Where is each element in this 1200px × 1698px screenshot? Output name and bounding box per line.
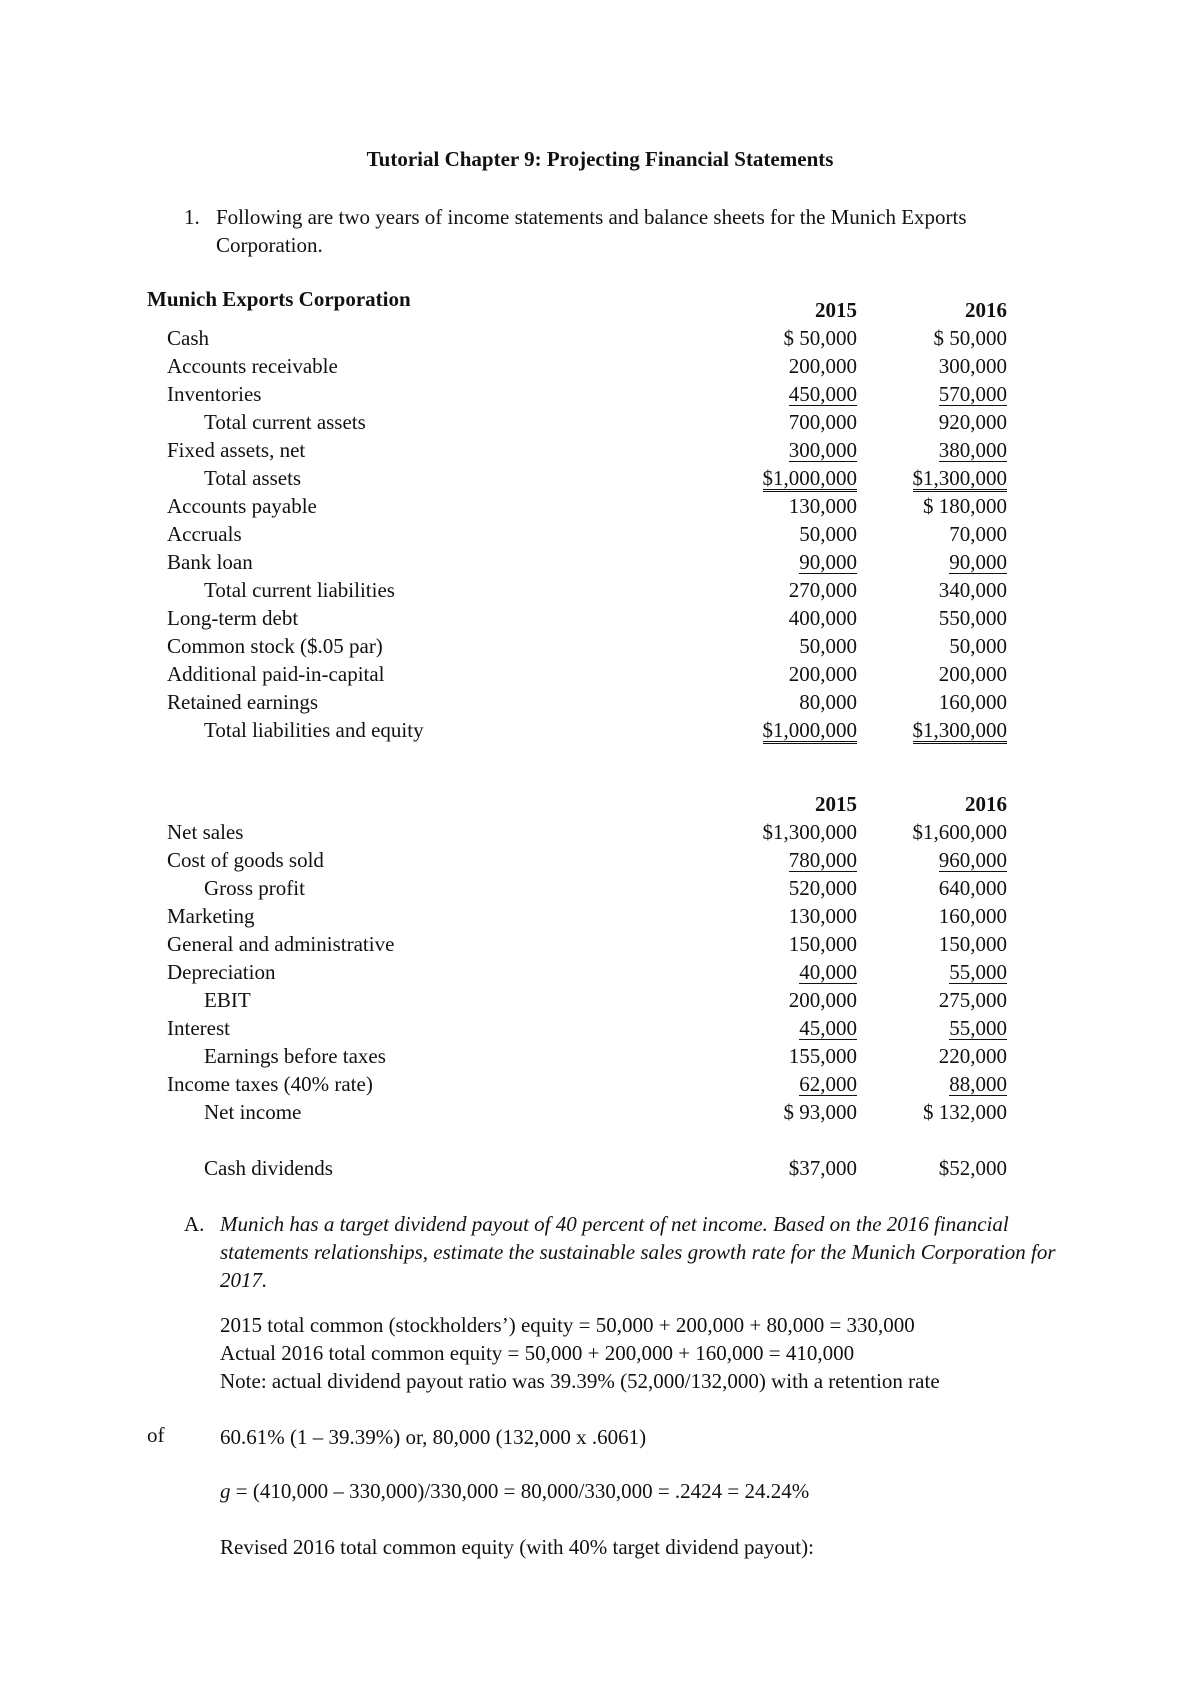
value-2016: 300,000 <box>938 354 1007 378</box>
row-label: Depreciation <box>167 960 276 984</box>
table-row <box>167 902 1007 930</box>
table-row <box>167 408 1007 436</box>
table-row <box>167 604 1007 632</box>
row-label: Total assets <box>204 466 302 490</box>
question-number: 1. <box>184 205 200 229</box>
value-2015: $ 50,000 <box>783 326 857 350</box>
table-row <box>167 380 1007 408</box>
header-2016: 2016 <box>965 298 1007 322</box>
growth-variable: g <box>220 1479 231 1503</box>
value-2015: 45,000 <box>799 1016 857 1040</box>
table-row <box>167 716 1007 744</box>
row-label: Inventories <box>167 382 262 406</box>
value-2015: 200,000 <box>788 662 857 686</box>
part-a-letter: A. <box>184 1212 205 1236</box>
table-row <box>167 1070 1007 1098</box>
answer-line-4: 60.61% (1 – 39.39%) or, 80,000 (132,000 x .6061) <box>220 1425 647 1449</box>
value-2015: 200,000 <box>788 988 857 1012</box>
value-2016: 550,000 <box>938 606 1007 630</box>
value-2016: 150,000 <box>938 932 1007 956</box>
value-2016: 340,000 <box>938 578 1007 602</box>
company-name: Munich Exports Corporation <box>147 287 411 311</box>
table-row <box>167 846 1007 874</box>
value-2015: 150,000 <box>788 932 857 956</box>
value-2015: 450,000 <box>788 382 857 406</box>
answer-line-6: Revised 2016 total common equity (with 40% target dividend payout): <box>220 1535 814 1559</box>
value-2015: 270,000 <box>788 578 857 602</box>
answer-line-3: Note: actual dividend payout ratio was 39.39% (52,000/132,000) with a retention rate <box>220 1369 940 1393</box>
row-label: Income taxes (40% rate) <box>167 1072 373 1096</box>
table-row <box>167 632 1007 660</box>
row-label: Marketing <box>167 904 255 928</box>
table-row <box>167 1154 1007 1182</box>
value-2015: 40,000 <box>799 960 857 984</box>
table-row <box>167 548 1007 576</box>
table-row <box>167 324 1007 352</box>
answer-line-2: Actual 2016 total common equity = 50,000 + 200,000 + 160,000 = 410,000 <box>220 1341 855 1365</box>
row-label: Cash dividends <box>204 1156 333 1180</box>
value-2016: 220,000 <box>938 1044 1007 1068</box>
table-row <box>167 352 1007 380</box>
value-2016: 275,000 <box>938 988 1007 1012</box>
row-label: Accounts payable <box>167 494 317 518</box>
table-row <box>167 930 1007 958</box>
value-2016: 88,000 <box>949 1072 1007 1096</box>
value-2016: $1,300,000 <box>912 466 1007 490</box>
income-statement-header <box>167 790 1007 818</box>
row-label: Net income <box>204 1100 302 1124</box>
row-label: Cost of goods sold <box>167 848 324 872</box>
table-row <box>167 688 1007 716</box>
row-label: Gross profit <box>204 876 305 900</box>
part-a-text: Munich has a target dividend payout of 40 percent of net income. Based on the 2016 financial statements relationships, estimate the sustainable sales growth rate for the Munich Corporation for 2017. <box>220 1212 1056 1292</box>
value-2015: 80,000 <box>799 690 857 714</box>
value-2015: $1,300,000 <box>762 820 857 844</box>
value-2016: $1,300,000 <box>912 718 1007 742</box>
value-2016: 570,000 <box>938 382 1007 406</box>
header-2015: 2015 <box>815 298 857 322</box>
row-label: Common stock ($.05 par) <box>167 634 383 658</box>
value-2016: 160,000 <box>938 904 1007 928</box>
row-label: General and administrative <box>167 932 395 956</box>
value-2015: 780,000 <box>788 848 857 872</box>
value-2015: 520,000 <box>788 876 857 900</box>
value-2016: 55,000 <box>949 960 1007 984</box>
value-2015: 90,000 <box>799 550 857 574</box>
value-2016: $ 180,000 <box>923 494 1007 518</box>
row-label: Retained earnings <box>167 690 319 714</box>
table-row <box>167 576 1007 604</box>
value-2015: 62,000 <box>799 1072 857 1096</box>
value-2016: 920,000 <box>938 410 1007 434</box>
value-2016: 640,000 <box>938 876 1007 900</box>
value-2016: 380,000 <box>938 438 1007 462</box>
answer-line-1: 2015 total common (stockholders’) equity = 50,000 + 200,000 + 80,000 = 330,000 <box>220 1313 915 1337</box>
value-2016: 960,000 <box>938 848 1007 872</box>
income-statement-table <box>167 790 1007 1182</box>
header-2016: 2016 <box>965 792 1007 816</box>
value-2015: 200,000 <box>788 354 857 378</box>
value-2015: 700,000 <box>788 410 857 434</box>
value-2015: $ 93,000 <box>783 1100 857 1124</box>
value-2015: $37,000 <box>788 1156 857 1180</box>
row-label: Total current liabilities <box>204 578 395 602</box>
table-row <box>167 874 1007 902</box>
page-title: Tutorial Chapter 9: Projecting Financial Statements <box>366 147 834 171</box>
value-2015: $1,000,000 <box>762 718 857 742</box>
row-label: Earnings before taxes <box>204 1044 386 1068</box>
row-label: Accounts receivable <box>167 354 338 378</box>
value-2015: 300,000 <box>788 438 857 462</box>
question-text: Following are two years of income statements and balance sheets for the Munich Exports Corporation. <box>216 205 967 257</box>
value-2015: 50,000 <box>799 522 857 546</box>
row-label: Interest <box>167 1016 230 1040</box>
value-2016: $ 50,000 <box>933 326 1007 350</box>
growth-formula <box>220 1477 1100 1505</box>
value-2015: 50,000 <box>799 634 857 658</box>
value-2015: 400,000 <box>788 606 857 630</box>
row-label: Fixed assets, net <box>167 438 306 462</box>
value-2016: $ 132,000 <box>923 1100 1007 1124</box>
table-row <box>167 520 1007 548</box>
balance-sheet-table <box>167 296 1007 744</box>
table-row <box>167 986 1007 1014</box>
value-2015: 130,000 <box>788 904 857 928</box>
row-label: Total liabilities and equity <box>204 718 424 742</box>
row-label: Accruals <box>167 522 242 546</box>
answer-line-4-prefix: of <box>147 1423 165 1447</box>
value-2016: 200,000 <box>938 662 1007 686</box>
part-a-question <box>184 1210 1064 1294</box>
value-2016: 160,000 <box>938 690 1007 714</box>
value-2016: $52,000 <box>938 1156 1007 1180</box>
table-row <box>167 492 1007 520</box>
row-label: Total current assets <box>204 410 366 434</box>
row-label: Cash <box>167 326 209 350</box>
value-2016: 55,000 <box>949 1016 1007 1040</box>
row-label: Net sales <box>167 820 244 844</box>
row-label: Bank loan <box>167 550 253 574</box>
row-label: EBIT <box>204 988 251 1012</box>
value-2016: 50,000 <box>949 634 1007 658</box>
value-2016: 90,000 <box>949 550 1007 574</box>
table-row <box>167 660 1007 688</box>
table-row <box>167 464 1007 492</box>
growth-expression: = (410,000 – 330,000)/330,000 = 80,000/330,000 = .2424 = 24.24% <box>230 1479 810 1503</box>
table-row <box>167 818 1007 846</box>
value-2015: 155,000 <box>788 1044 857 1068</box>
table-row <box>167 958 1007 986</box>
value-2016: $1,600,000 <box>912 820 1007 844</box>
table-row <box>167 1014 1007 1042</box>
row-label: Long-term debt <box>167 606 299 630</box>
question-1 <box>184 203 1044 259</box>
header-2015: 2015 <box>815 792 857 816</box>
value-2015: 130,000 <box>788 494 857 518</box>
value-2016: 70,000 <box>949 522 1007 546</box>
value-2015: $1,000,000 <box>762 466 857 490</box>
table-row <box>167 436 1007 464</box>
row-label: Additional paid-in-capital <box>167 662 385 686</box>
table-row <box>167 1098 1007 1126</box>
table-row <box>167 1042 1007 1070</box>
balance-sheet-header <box>167 296 1007 324</box>
